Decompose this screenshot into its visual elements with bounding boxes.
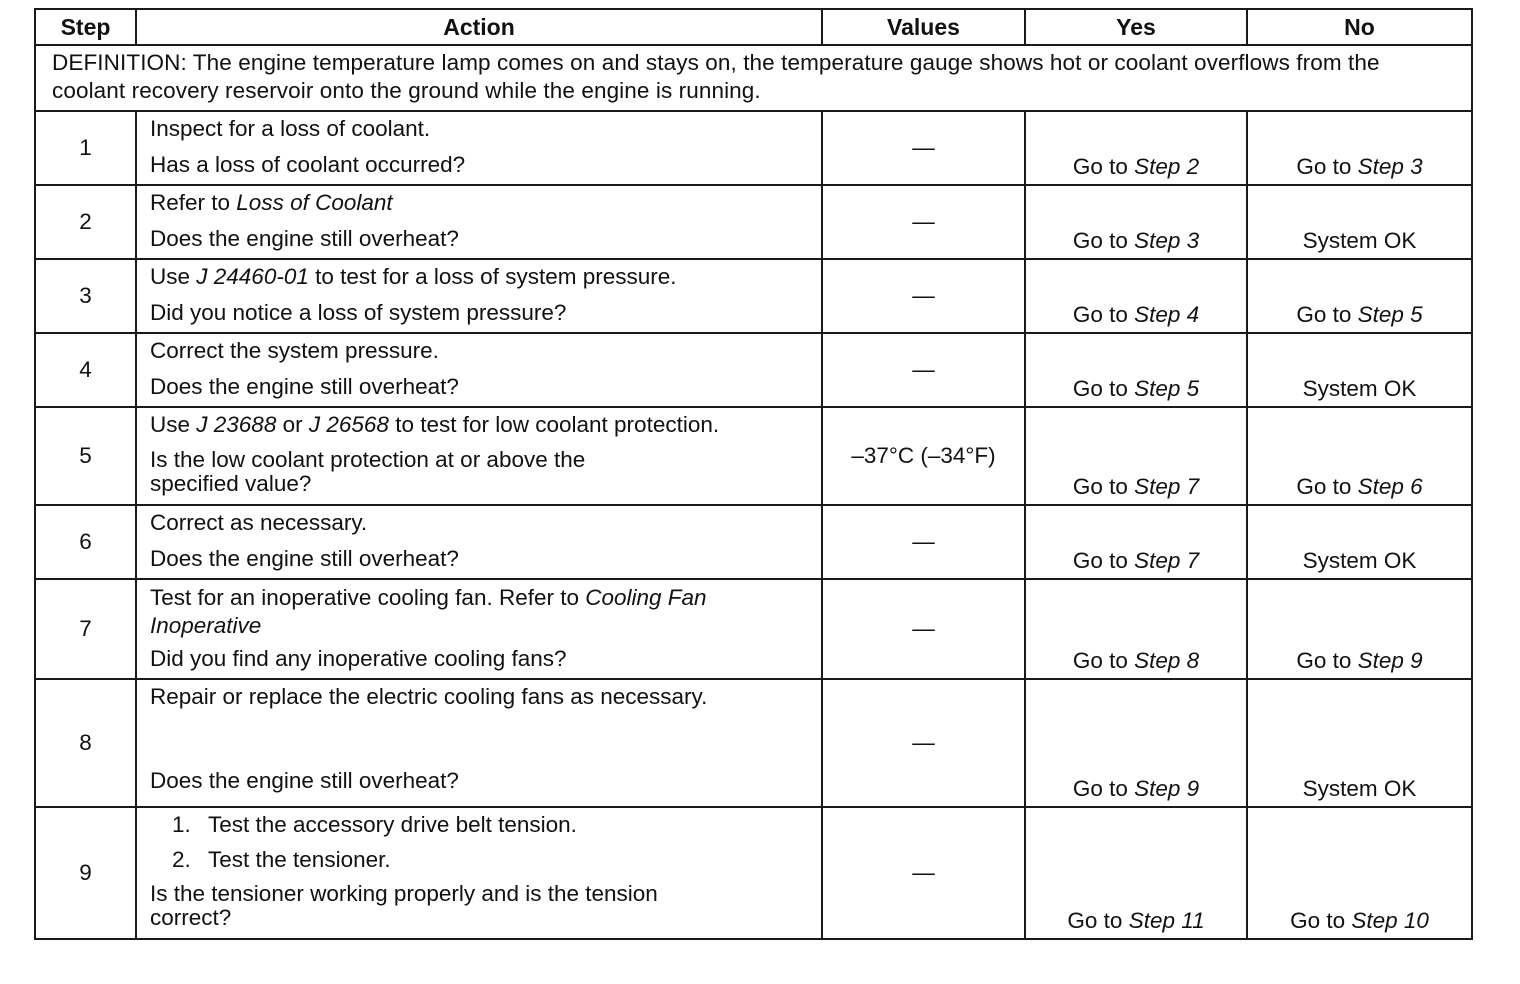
yes-prefix: Go to — [1072, 154, 1135, 179]
table-row — [35, 259, 1472, 333]
step-number: 5 — [35, 407, 136, 505]
table-row — [35, 185, 1472, 259]
action-text — [150, 190, 809, 216]
header-yes: Yes — [1025, 9, 1247, 45]
value-cell: — — [822, 579, 1025, 679]
action-prefix: Refer to — [150, 190, 237, 215]
action-question: Is the low coolant protection at or above the — [150, 447, 586, 472]
yes-step-ref: Step 9 — [1134, 776, 1200, 801]
no-prefix: Go to — [1296, 302, 1358, 327]
action-question: Did you find any inoperative cooling fans? — [150, 646, 567, 671]
value-cell: — — [822, 111, 1025, 185]
action-suffix: to test for a loss of system pressure. — [308, 264, 677, 289]
action-text — [150, 584, 809, 612]
action-text: Inspect for a loss of coolant. — [150, 116, 431, 141]
no-prefix: Go to — [1296, 648, 1358, 673]
no-cell — [1247, 111, 1472, 185]
action-cell — [136, 111, 822, 185]
yes-cell — [1025, 579, 1247, 679]
step-number: 4 — [35, 333, 136, 407]
yes-prefix: Go to — [1072, 474, 1135, 499]
yes-step-ref: Step 7 — [1134, 548, 1200, 573]
action-cell — [136, 259, 822, 333]
action-prefix: Use — [150, 412, 197, 437]
action-prefix: Use — [150, 264, 197, 289]
table-row — [35, 807, 1472, 939]
action-question-cont: correct? — [150, 905, 232, 930]
action-cell — [136, 807, 822, 939]
table-row — [35, 679, 1472, 807]
yes-step-ref: Step 7 — [1134, 474, 1200, 499]
yes-step-ref: Step 8 — [1134, 648, 1200, 673]
yes-step-ref: Step 3 — [1134, 228, 1200, 253]
no-prefix: Go to — [1296, 154, 1358, 179]
yes-prefix: Go to — [1072, 648, 1135, 673]
no-step-ref: Step 5 — [1357, 302, 1423, 327]
list-text: Test the tensioner. — [208, 847, 391, 872]
action-text: Repair or replace the electric cooling fans as necessary. — [150, 684, 708, 709]
yes-prefix: Go to — [1072, 376, 1135, 401]
no-cell — [1247, 807, 1472, 939]
action-cell — [136, 407, 822, 505]
action-cell — [136, 679, 822, 807]
no-cell — [1247, 259, 1472, 333]
yes-cell — [1025, 259, 1247, 333]
yes-step-ref: Step 5 — [1134, 376, 1200, 401]
step-number: 2 — [35, 185, 136, 259]
list-number: 2. — [172, 847, 191, 872]
yes-step-ref: Step 2 — [1134, 154, 1200, 179]
action-question: Has a loss of coolant occurred? — [150, 152, 466, 177]
yes-prefix: Go to — [1072, 302, 1135, 327]
action-cell — [136, 333, 822, 407]
yes-cell — [1025, 679, 1247, 807]
value-cell: — — [822, 333, 1025, 407]
table-row — [35, 333, 1472, 407]
no-cell: System OK — [1247, 185, 1472, 259]
action-cell — [136, 505, 822, 579]
step-number: 8 — [35, 679, 136, 807]
list-item — [150, 812, 809, 838]
action-suffix: to test for low coolant protection. — [388, 412, 720, 437]
no-prefix: Go to — [1290, 908, 1352, 933]
yes-step-ref: Step 4 — [1134, 302, 1200, 327]
list-number: 1. — [172, 812, 191, 837]
action-question: Does the engine still overheat? — [150, 546, 459, 571]
value-cell: — — [822, 185, 1025, 259]
yes-prefix: Go to — [1072, 776, 1135, 801]
yes-prefix: Go to — [1067, 908, 1129, 933]
action-question-cont: specified value? — [150, 471, 312, 496]
header-step: Step — [35, 9, 136, 45]
no-step-ref: Step 6 — [1357, 474, 1423, 499]
action-question: Is the tensioner working properly and is the tension — [150, 881, 658, 906]
yes-prefix: Go to — [1072, 228, 1135, 253]
yes-cell — [1025, 111, 1247, 185]
tool-ref: J 23688 — [196, 412, 277, 437]
step-number: 1 — [35, 111, 136, 185]
no-cell: System OK — [1247, 333, 1472, 407]
action-question: Does the engine still overheat? — [150, 768, 459, 793]
table-row — [35, 579, 1472, 679]
value-cell: — — [822, 679, 1025, 807]
step-number: 9 — [35, 807, 136, 939]
yes-cell — [1025, 807, 1247, 939]
no-prefix: Go to — [1296, 474, 1358, 499]
diagnostic-table — [34, 8, 1473, 940]
definition-text: DEFINITION: The engine temperature lamp comes on and stays on, the temperature gauge shows hot or coolant overflows from the coolant recovery reservoir onto the ground while the engine is running. — [35, 45, 1472, 111]
yes-prefix: Go to — [1072, 548, 1135, 573]
value-cell: — — [822, 505, 1025, 579]
action-text: Correct as necessary. — [150, 510, 368, 535]
action-cell — [136, 185, 822, 259]
yes-cell — [1025, 333, 1247, 407]
action-text — [150, 412, 809, 438]
yes-cell — [1025, 185, 1247, 259]
action-text: Correct the system pressure. — [150, 338, 439, 363]
value-cell: –37°C (–34°F) — [822, 407, 1025, 505]
value-cell: — — [822, 259, 1025, 333]
action-mid: or — [276, 412, 309, 437]
table-row — [35, 505, 1472, 579]
tool-ref-2: J 26568 — [308, 412, 389, 437]
no-step-ref: Step 9 — [1357, 648, 1423, 673]
definition-row — [35, 45, 1472, 111]
header-no: No — [1247, 9, 1472, 45]
header-row — [35, 9, 1472, 45]
action-question: Did you notice a loss of system pressure? — [150, 300, 567, 325]
no-cell: System OK — [1247, 679, 1472, 807]
action-text — [150, 264, 809, 290]
action-ref: Cooling Fan — [585, 585, 707, 610]
action-ref-cont: Inoperative — [150, 613, 262, 638]
action-text-cont — [150, 612, 809, 640]
no-cell: System OK — [1247, 505, 1472, 579]
action-ref: Loss of Coolant — [236, 190, 393, 215]
list-item — [150, 847, 809, 873]
list-text: Test the accessory drive belt tension. — [208, 812, 577, 837]
action-question: Does the engine still overheat? — [150, 226, 459, 251]
table-row — [35, 407, 1472, 505]
no-cell — [1247, 407, 1472, 505]
yes-cell — [1025, 505, 1247, 579]
no-step-ref: Step 3 — [1357, 154, 1423, 179]
yes-cell — [1025, 407, 1247, 505]
action-cell — [136, 579, 822, 679]
step-number: 7 — [35, 579, 136, 679]
step-number: 6 — [35, 505, 136, 579]
header-action: Action — [136, 9, 822, 45]
header-values: Values — [822, 9, 1025, 45]
table-row — [35, 111, 1472, 185]
action-question: Does the engine still overheat? — [150, 374, 459, 399]
no-step-ref: Step 10 — [1351, 908, 1429, 933]
tool-ref: J 24460-01 — [196, 264, 309, 289]
no-cell — [1247, 579, 1472, 679]
action-prefix: Test for an inoperative cooling fan. Refer to — [150, 585, 586, 610]
value-cell: — — [822, 807, 1025, 939]
yes-step-ref: Step 11 — [1128, 908, 1205, 933]
step-number: 3 — [35, 259, 136, 333]
